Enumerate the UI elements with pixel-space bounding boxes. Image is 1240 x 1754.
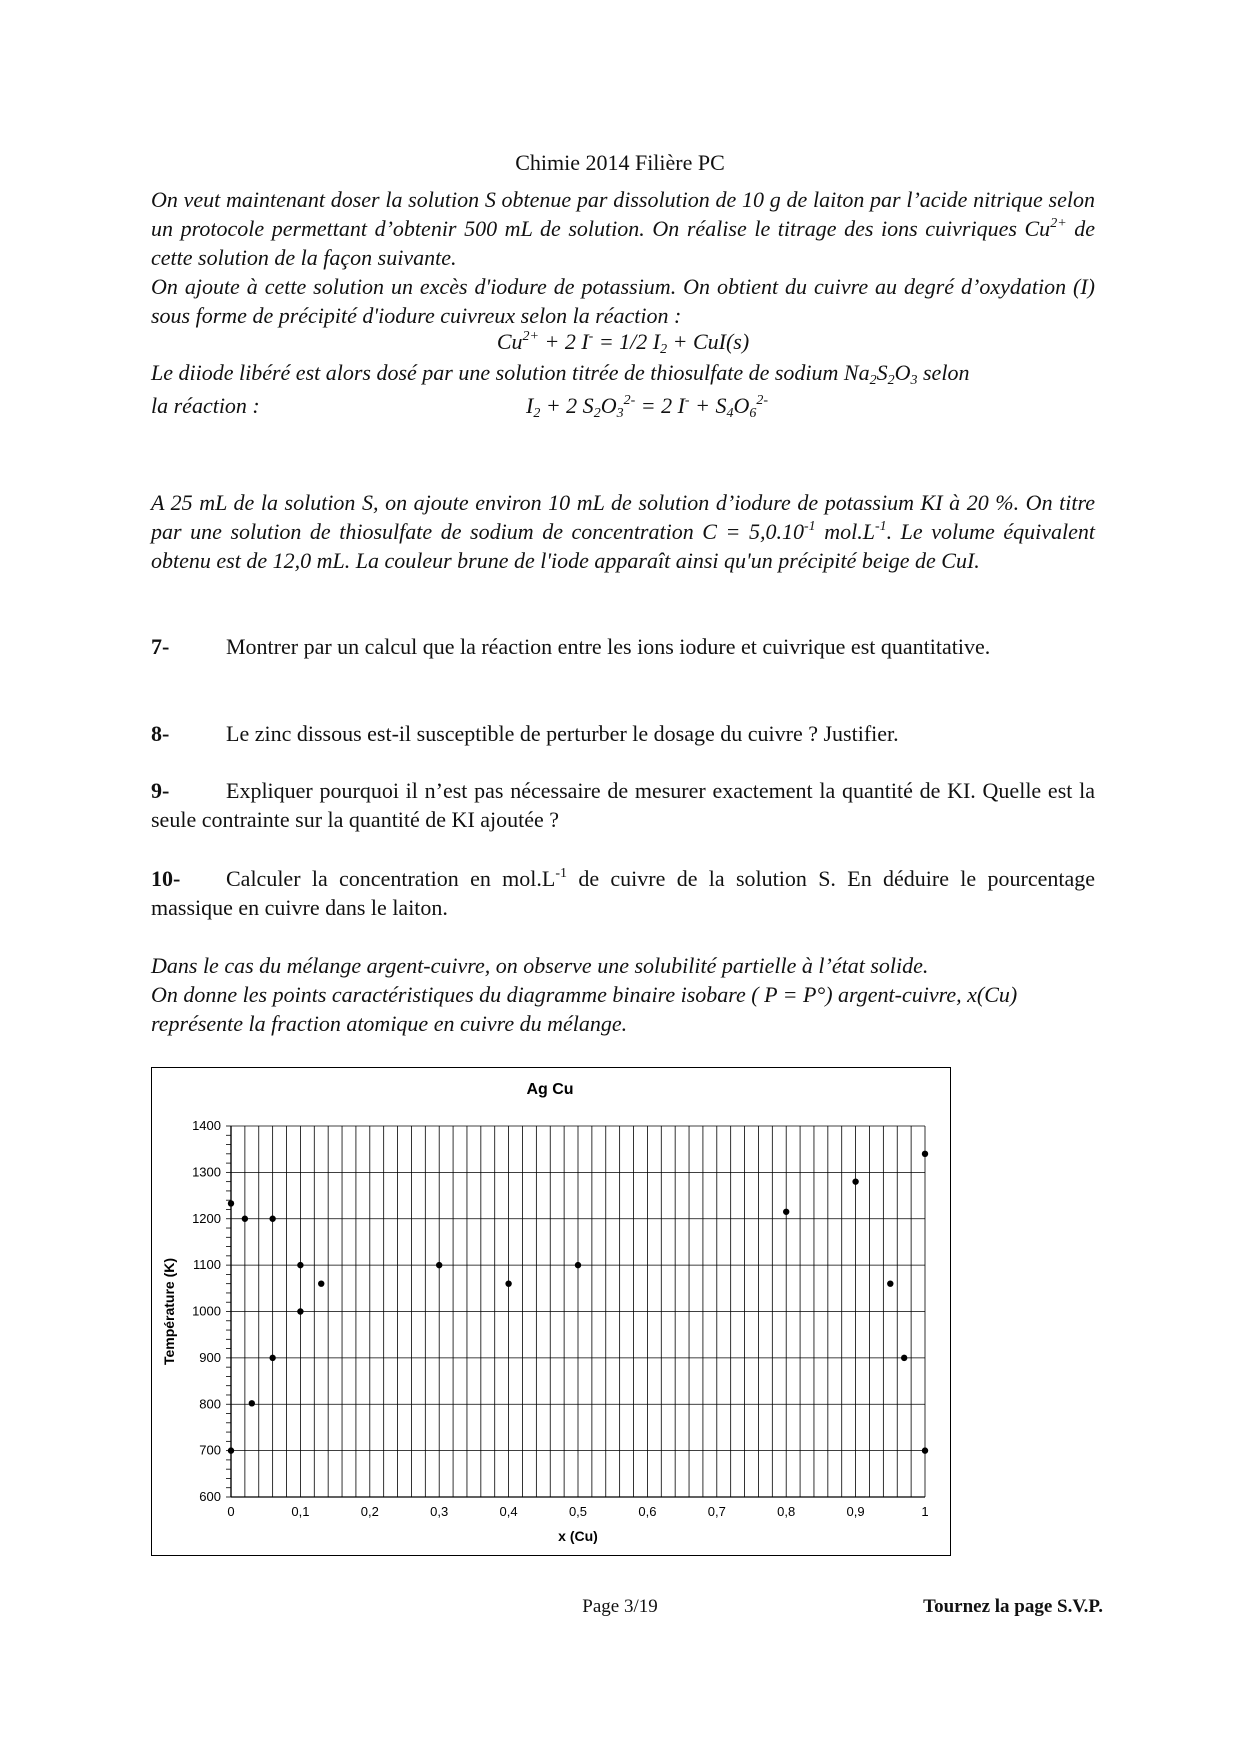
- y-tick-label: 600: [199, 1489, 221, 1504]
- data-point: [228, 1200, 234, 1206]
- data-point: [852, 1178, 858, 1184]
- chart-title: Ag Cu: [526, 1081, 574, 1098]
- data-point: [783, 1209, 789, 1215]
- x-tick-label: 0,1: [291, 1504, 310, 1519]
- equation-1: $Cu^{2+} + 2$ I- = 1/2 $I_2 + CuI(s)$: [496, 329, 750, 357]
- y-axis-label: Température (K): [161, 1257, 177, 1366]
- data-point: [242, 1216, 248, 1222]
- intro-paragraph-3: Le diiode libéré est alors dosé par une solution titrée de thiosulfate de sodium $Na_2S_2O_3$ selon: [151, 360, 970, 388]
- question-7: 7- Montrer par un calcul que la réaction entre les ions iodure et cuivrique est quantitative.: [151, 634, 991, 659]
- x-tick-label: 1: [921, 1504, 929, 1519]
- x-axis-label: x (Cu): [558, 1528, 598, 1544]
- y-tick-label: 1300: [192, 1164, 221, 1180]
- y-tick-label: 900: [199, 1349, 221, 1365]
- data-point: [436, 1262, 442, 1268]
- question-9: 9- Expliquer pourquoi il n’est pas nécessaire de mesurer exactement la quantité de KI. Quelle est la seule contrainte sur la quantité de KI ajoutée ?: [151, 778, 1095, 832]
- x-tick-label: 0,7: [707, 1504, 726, 1519]
- y-tick-label: 1100: [193, 1257, 221, 1273]
- y-tick-label: 700: [199, 1442, 221, 1458]
- x-tick-label: 0,3: [430, 1504, 449, 1519]
- y-tick-label: 1400: [192, 1118, 221, 1133]
- question-8: 8- Le zinc dissous est-il susceptible de perturber le dosage du cuivre ? Justifier.: [151, 721, 899, 746]
- data-point: [887, 1280, 893, 1286]
- x-tick-label: 0,6: [638, 1504, 657, 1519]
- data-point: [297, 1308, 303, 1314]
- diagram-intro-line-1: Dans le cas du mélange argent-cuivre, on observe une solubilité partielle à l’état solide.: [151, 953, 929, 978]
- phase-diagram-chart: [152, 1068, 949, 1554]
- page-number: Page 3/19: [582, 1596, 658, 1617]
- data-point: [575, 1262, 581, 1268]
- x-tick-label: 0,8: [777, 1504, 796, 1519]
- turn-page-note: Tournez la page S.V.P.: [923, 1596, 1103, 1617]
- data-point: [269, 1216, 275, 1222]
- data-point: [922, 1447, 928, 1453]
- question-10: 10- Calculer la concentration en $mol.L^{-1}$ de cuivre de la solution S. En déduire le pourcentage massique en cuivre dans le laiton.: [151, 866, 1095, 920]
- x-tick-label: 0: [227, 1504, 235, 1519]
- data-point: [249, 1400, 255, 1406]
- intro-paragraph-1: On veut maintenant doser la solution S obtenue par dissolution de 10 g de laiton par l’acide nitrique selon un protocole permettant d’obtenir 500 mL de solution. On réalise le titrage des ions cuivriques $Cu^{2+}$ de cette solution de la façon suivante.: [151, 187, 1096, 270]
- y-tick-label: 800: [199, 1396, 221, 1412]
- y-tick-label: 1200: [192, 1210, 221, 1226]
- equation-2: $I_2 + 2$ $S_2O_3^{2-} = 2$ $I^- + S_4O_6^{2-}$: [526, 393, 769, 421]
- intro-paragraph-2: On ajoute à cette solution un excès d'iodure de potassium. On obtient du cuivre au degré d’oxydation (I) sous forme de précipité d'iodure cuivreux selon la réaction :: [151, 274, 1095, 328]
- x-tick-label: 0,9: [846, 1504, 865, 1519]
- data-point: [297, 1262, 303, 1268]
- x-tick-label: 0,5: [568, 1504, 588, 1519]
- y-tick-label: 1000: [192, 1303, 221, 1319]
- data-point: [505, 1280, 511, 1286]
- data-point: [228, 1447, 234, 1453]
- page-header: Chimie 2014 Filière PC: [515, 150, 725, 175]
- data-point: [922, 1151, 928, 1157]
- x-tick-label: 0,2: [360, 1504, 379, 1519]
- phase-diagram-frame: [151, 1067, 951, 1556]
- intro-paragraph-4: A 25 mL de la solution S, on ajoute environ 10 mL de solution d’iodure de potassium KI à 20 %. On titre par une solution de thiosulfate de sodium de concentration $C = 5,0.10^{-1}$ $mol.L^{-1}$. Le volume équivalent obtenu est de 12,0 mL. La couleur brune de l'iode apparaît ainsi qu'un précipité beige de CuI.: [151, 490, 1095, 573]
- x-tick-label: 0,4: [499, 1504, 518, 1519]
- diagram-intro-line-2: On donne les points caractéristiques du diagramme binaire isobare ( P = P°) argent-cuivre, x(Cu) représente la fraction atomique en cuivre du mélange.: [151, 982, 1018, 1036]
- reaction-label: la réaction :: [151, 393, 260, 418]
- data-point: [901, 1355, 907, 1361]
- data-point: [318, 1280, 324, 1286]
- equation-2-line: [151, 391, 1095, 420]
- data-point: [269, 1355, 275, 1361]
